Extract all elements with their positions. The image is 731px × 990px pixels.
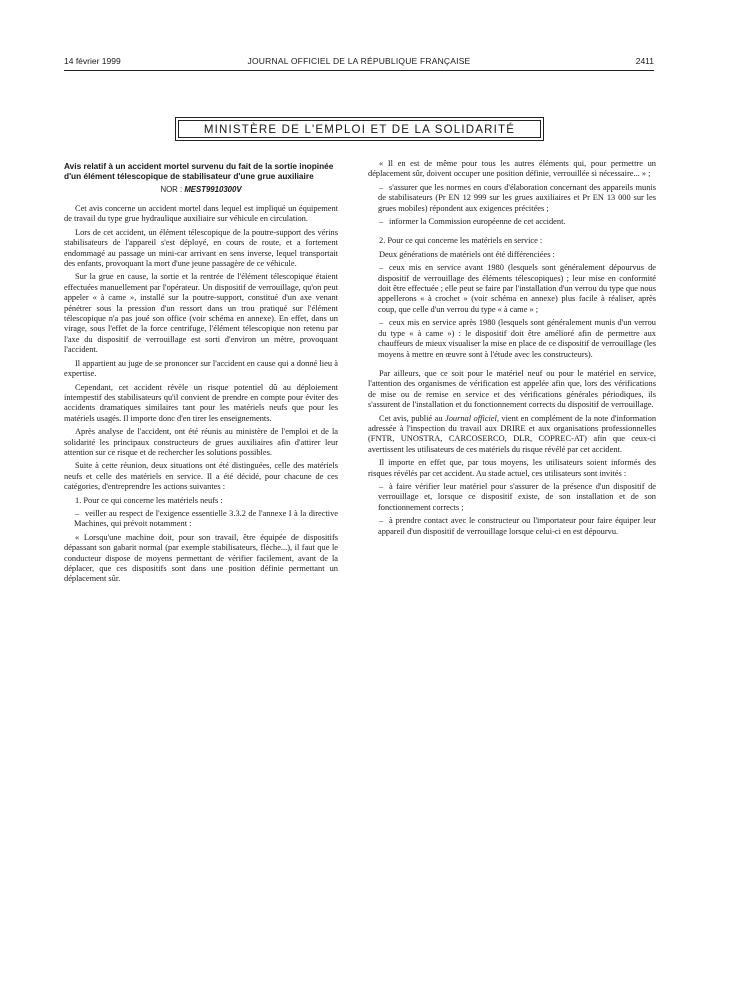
dash-mark: – — [379, 516, 384, 526]
dash-text: à prendre contact avec le constructeur ou l'importateur pour faire équiper leur appareil d'un dispositif de verrouillage lorsque celui-ci en est dépourvu. — [378, 516, 656, 536]
paragraph-text: , vient en complément de la note d'information adressée à l'inspection du travail aux DRIRE et aux organisations professionnelles (FNTR, UNOSTRA, CARCOSERCO, DLR, COPREC-AT) afin que ceux-ci avertissent les utilisateurs de ces matériels du risque révélé par cet accident. — [368, 413, 657, 454]
section-heading: 1. Pour ce qui concerne les matériels neufs : — [75, 495, 223, 505]
paragraph: Deux générations de matériels ont été différenciées : — [379, 249, 555, 259]
paragraph: Après analyse de l'accident, ont été réunis au ministère de l'emploi et de la solidarité les principaux constructeurs de grues auxiliaires afin d'attirer leur attention sur ce risque et de rechercher les solutions possibles. — [64, 427, 338, 457]
page-number: 2411 — [635, 56, 654, 66]
dash-text: à faire vérifier leur matériel pour s'assurer de la présence d'un dispositif de verrouillage et, lorsque ce dispositif existe, de son installation et de son fonctionnement corrects ; — [378, 481, 656, 512]
left-column — [64, 162, 338, 588]
dash-mark: – — [379, 263, 384, 273]
paragraph: Lors de cet accident, un élément télescopique de la poutre-support des vérins stabilisateurs de l'appareil s'est déployé, en cours de route, et a fortement endommagé au passage un mini-car arrivant en sens inverse, lequel transportait des enfants, provoquant la mort d'une jeune passagère de ce véhicule. — [64, 227, 338, 269]
paragraph: Il importe en effet que, par tous moyens, les utilisateurs soient informés des risques révélés par cet accident. Au stade actuel, ces utilisateurs sont invités : — [368, 458, 656, 478]
dash-mark: – — [379, 182, 384, 192]
paragraph: Suite à cette réunion, deux situations ont été distinguées, celle des matériels neufs et celle des matériels en service. Il a été décidé, pour chacune de ces catégories, d'entreprendre les actions suivantes : — [64, 461, 338, 492]
quote: « Il en est de même pour tous les autres éléments qui, pour permettre un déplacement sûr, doivent occuper une position définie, verrouillée si nécessaire... » ; — [368, 159, 656, 179]
dash-mark: – — [379, 481, 384, 491]
dash-item — [368, 482, 656, 513]
dash-text: ceux mis en service avant 1980 (lesquels sont généralement dépourvus de dispositif de verrouillage des éléments télescopiques) ; leur mise en conformité doit être effectuée ; elle peut se faire par l'installation d'un verrou du type que nous appellerons « à crochet » (voir schéma en annexe) plus facile à réaliser, après coup, que celle d'un verrou du type « à came » ; — [378, 263, 656, 314]
dash-mark: – — [379, 217, 384, 227]
paragraph: Sur la grue en cause, la sortie et la rentrée de l'élément télescopique étaient effectuées manuellement par l'opérateur. Un dispositif de verrouillage, qu'on peut appeler « à came », installé sur la poutre-support, constitué d'un axe venant pénétrer sous la pression d'un ressort dans un trou pratiqué sur l'élément télescopique n'a pas joué son office (voir schéma en annexe). En effet, dans un virage, sous l'effet de la force centrifuge, l'élément télescopique non retenu par l'axe du dispositif de verrouillage est sorti d'environ un mètre, provoquant l'accident. — [64, 272, 338, 355]
dash-text: veiller au respect de l'exigence essentielle 3.3.2 de l'annexe I à la directive Machines, qui prévoit notamment : — [74, 508, 338, 529]
dash-item — [368, 217, 656, 227]
nor-code: MEST9910300V — [184, 184, 242, 194]
paragraph: Cependant, cet accident révèle un risque potentiel dû au déploiement intempestif des stabilisateurs qu'il convient de prendre en compte pour éviter des accidents dramatiques similaires tant pour les matériels neufs que pour les matériels usagés. Il importe donc d'en tirer les enseignements. — [64, 382, 338, 423]
quote: « Lorsqu'une machine doit, pour son travail, être équipée de dispositifs dépassant son gabarit normal (par exemple stabilisateurs, flèche...), il faut que le conducteur dispose de moyens permettant de vérifier facilement, avant de la déplacer, que ces dispositifs sont dans une position définie permettant un déplacement sûr. — [64, 532, 338, 584]
dash-item — [64, 509, 338, 530]
journal-title: JOURNAL OFFICIEL DE LA RÉPUBLIQUE FRANÇAISE — [247, 56, 471, 66]
paragraph: Cet avis concerne un accident mortel dans lequel est impliqué un équipement de travail du type grue hydraulique auxiliaire sur véhicule en circulation. — [64, 204, 338, 224]
paragraph — [368, 414, 656, 456]
page-header — [64, 54, 654, 68]
ministry-banner — [175, 117, 544, 141]
right-column — [368, 159, 656, 540]
dash-text: ceux mis en service après 1980 (lesquels sont généralement munis d'un verrou du type « à came ») : le dispositif doit être amélioré afin de permettre aux chauffeurs de mieux visualiser la mise en place de ce dispositif de verrouillage (les moyens à mettre en œuvre sont à l'étude avec les constructeurs). — [378, 318, 656, 359]
header-rule — [64, 70, 654, 71]
article-title: Avis relatif à un accident mortel survenu du fait de la sortie inopinée d'un élément télescopique de stabilisateur d'une grue auxiliaire — [64, 161, 334, 181]
dash-item — [368, 516, 656, 537]
nor-label: NOR : — [160, 184, 183, 194]
dash-mark: – — [379, 318, 384, 328]
paragraph: Par ailleurs, que ce soit pour le matériel neuf ou pour le matériel en service, l'attention des organismes de vérification est appelée afin que, lors des vérifications de mise ou de remise en service et des vérifications générales périodiques, ils s'assurent de l'installation et du fonctionnement corrects du dispositif de verrouillage. — [368, 368, 656, 410]
paragraph: Il appartient au juge de se prononcer sur l'accident en cause qui a donné lieu à expertise. — [64, 358, 338, 379]
publication-date: 14 février 1999 — [64, 56, 121, 66]
journal-reference: Journal officiel — [445, 413, 497, 423]
paragraph-text: Cet avis, publié au — [379, 413, 446, 423]
dash-item — [368, 263, 656, 315]
ministry-title: MINISTÈRE DE L'EMPLOI ET DE LA SOLIDARITÉ — [203, 124, 516, 136]
dash-mark: – — [75, 508, 80, 518]
dash-item — [368, 183, 656, 214]
dash-text: s'assurer que les normes en cours d'élaboration concernant des appareils munis de stabilisateurs (Pr EN 12 999 sur les grues auxiliaires et Pr EN 13 000 sur les grues mobiles) répondent aux exigences précitées ; — [378, 182, 656, 213]
dash-text: informer la Commission européenne de cet accident. — [389, 217, 566, 227]
dash-item — [368, 318, 656, 360]
section-heading: 2. Pour ce qui concerne les matériels en service : — [379, 236, 543, 246]
nor-reference — [64, 185, 338, 195]
